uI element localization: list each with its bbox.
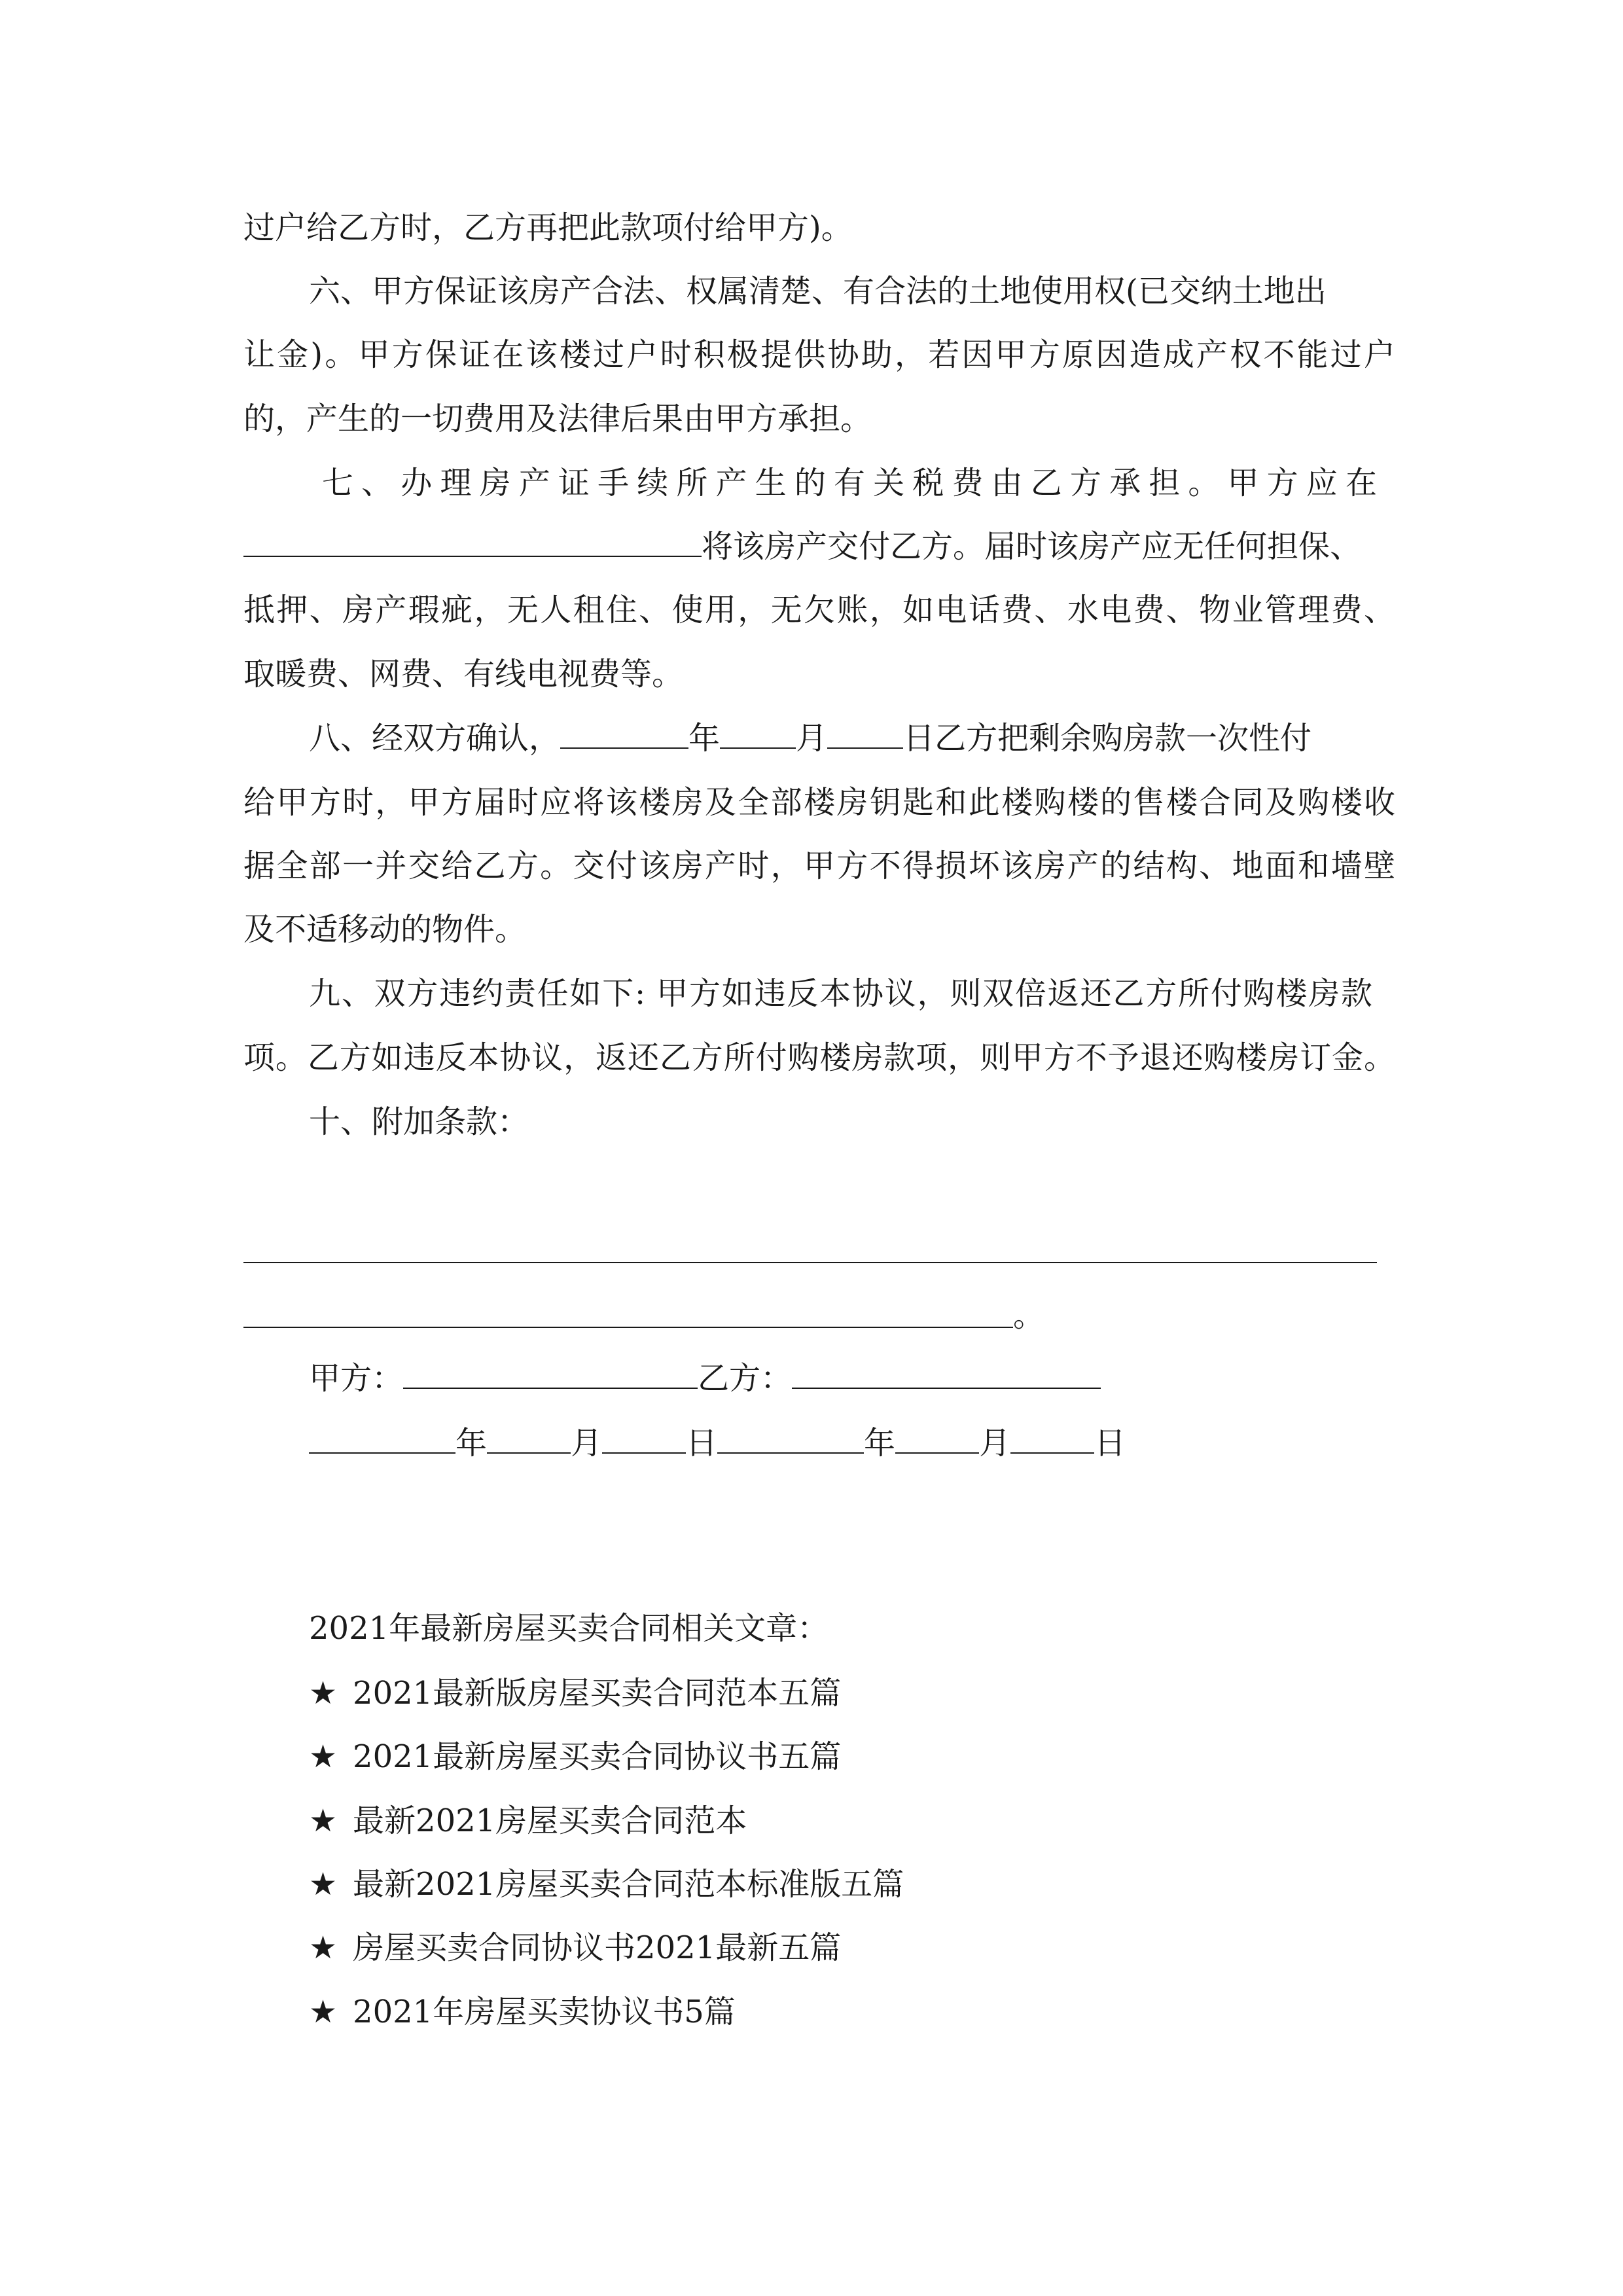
paragraph-9-line-2: 项。乙方如违反本协议，返还乙方所付购楼房款项，则甲方不予退还购楼房订金。 (243, 1039, 1395, 1076)
paragraph-6-line-1: 六、甲方保证该房产合法、权属清楚、有合法的土地使用权(已交纳土地出 (309, 273, 1327, 310)
additional-terms-end: 。 (1013, 1297, 1045, 1334)
party-a-month-blank[interactable] (487, 1424, 571, 1454)
paragraph-8-intro: 八、经双方确认， (309, 720, 561, 757)
additional-terms-rule-1[interactable] (243, 1262, 1377, 1263)
party-a-month-label: 月 (571, 1425, 603, 1462)
payment-day-blank[interactable] (827, 719, 903, 749)
paragraph-8-line-3: 据全部一并交给乙方。交付该房产时，甲方不得损坏该房产的结构、地面和墙壁 (243, 848, 1395, 884)
party-b-day-blank[interactable] (1010, 1424, 1094, 1454)
related-article-title[interactable]: 2021最新版房屋买卖合同范本五篇 (353, 1675, 842, 1712)
related-article-link[interactable] (309, 1865, 1461, 1904)
signature-dates-line (309, 1424, 1461, 1463)
party-a-year-blank[interactable] (309, 1424, 455, 1454)
related-article-title[interactable]: 2021最新房屋买卖合同协议书五篇 (353, 1738, 842, 1775)
party-b-month-label: 月 (979, 1425, 1011, 1462)
paragraph-7-line-1: 七、办理房产证手续所产生的有关税费由乙方承担。甲方应在 (322, 465, 1377, 501)
related-article-link[interactable] (309, 1928, 1461, 1967)
related-article-title[interactable]: 最新2021房屋买卖合同范本标准版五篇 (353, 1866, 904, 1903)
paragraph-7-line-2 (243, 527, 1395, 566)
payment-year-blank[interactable] (560, 719, 688, 749)
paragraph-10: 十、附加条款： (309, 1103, 529, 1140)
star-icon: ★ (309, 1994, 338, 2030)
related-article-title[interactable]: 最新2021房屋买卖合同范本 (353, 1803, 747, 1839)
paragraph-6-line-3: 的，产生的一切费用及法律后果由甲方承担。 (243, 401, 872, 437)
payment-year-label: 年 (688, 720, 721, 757)
related-articles-heading: 2021年最新房屋买卖合同相关文章： (309, 1610, 829, 1647)
related-article-link[interactable] (309, 1674, 1461, 1713)
related-article-link[interactable] (309, 1992, 1461, 2032)
party-a-day-label: 日 (686, 1425, 718, 1462)
signature-parties-line (309, 1359, 1461, 1398)
party-b-year-blank[interactable] (717, 1424, 864, 1454)
related-article-title[interactable]: 2021年房屋买卖协议书5篇 (353, 1994, 736, 2030)
handover-date-blank[interactable] (243, 527, 702, 557)
party-a-signature-blank[interactable] (403, 1359, 698, 1389)
paragraph-7-line-4: 取暖费、网费、有线电视费等。 (243, 656, 684, 692)
star-icon: ★ (309, 1929, 338, 1966)
party-b-signature-blank[interactable] (792, 1359, 1101, 1389)
paragraph-7-line-2-text: 将该房产交付乙方。届时该房产应无任何担保、 (702, 528, 1362, 565)
related-article-link[interactable] (309, 1737, 1461, 1776)
star-icon: ★ (309, 1738, 338, 1775)
payment-month-blank[interactable] (720, 719, 796, 749)
party-b-month-blank[interactable] (895, 1424, 979, 1454)
paragraph-8-tail: 日乙方把剩余购房款一次性付 (903, 720, 1312, 757)
star-icon: ★ (309, 1675, 338, 1712)
party-a-label: 甲方： (309, 1360, 404, 1397)
additional-terms-rule-2[interactable] (243, 1327, 1013, 1328)
paragraph-7-line-3: 抵押、房产瑕疵，无人租住、使用，无欠账，如电话费、水电费、物业管理费、 (243, 592, 1395, 628)
star-icon: ★ (309, 1866, 338, 1903)
paragraph-9-line-1: 九、双方违约责任如下: 甲方如违反本协议，则双倍返还乙方所付购楼房款 (309, 975, 1372, 1012)
party-b-year-label: 年 (864, 1425, 896, 1462)
payment-month-label: 月 (796, 720, 828, 757)
related-article-title[interactable]: 房屋买卖合同协议书2021最新五篇 (353, 1929, 842, 1966)
related-article-link[interactable] (309, 1801, 1461, 1840)
star-icon: ★ (309, 1803, 338, 1839)
party-a-day-blank[interactable] (602, 1424, 686, 1454)
party-b-day-label: 日 (1094, 1425, 1126, 1462)
party-b-label: 乙方： (698, 1360, 793, 1397)
paragraph-5-tail: 过户给乙方时，乙方再把此款项付给甲方)。 (243, 209, 853, 246)
paragraph-8-line-4: 及不适移动的物件。 (243, 911, 527, 948)
party-a-year-label: 年 (455, 1425, 488, 1462)
paragraph-6-line-2: 让金)。甲方保证在该楼过户时积极提供协助，若因甲方原因造成产权不能过户 (243, 336, 1395, 373)
paragraph-8-line-2: 给甲方时，甲方届时应将该楼房及全部楼房钥匙和此楼购楼的售楼合同及购楼收 (243, 784, 1395, 821)
paragraph-8-line-1 (309, 719, 1461, 758)
